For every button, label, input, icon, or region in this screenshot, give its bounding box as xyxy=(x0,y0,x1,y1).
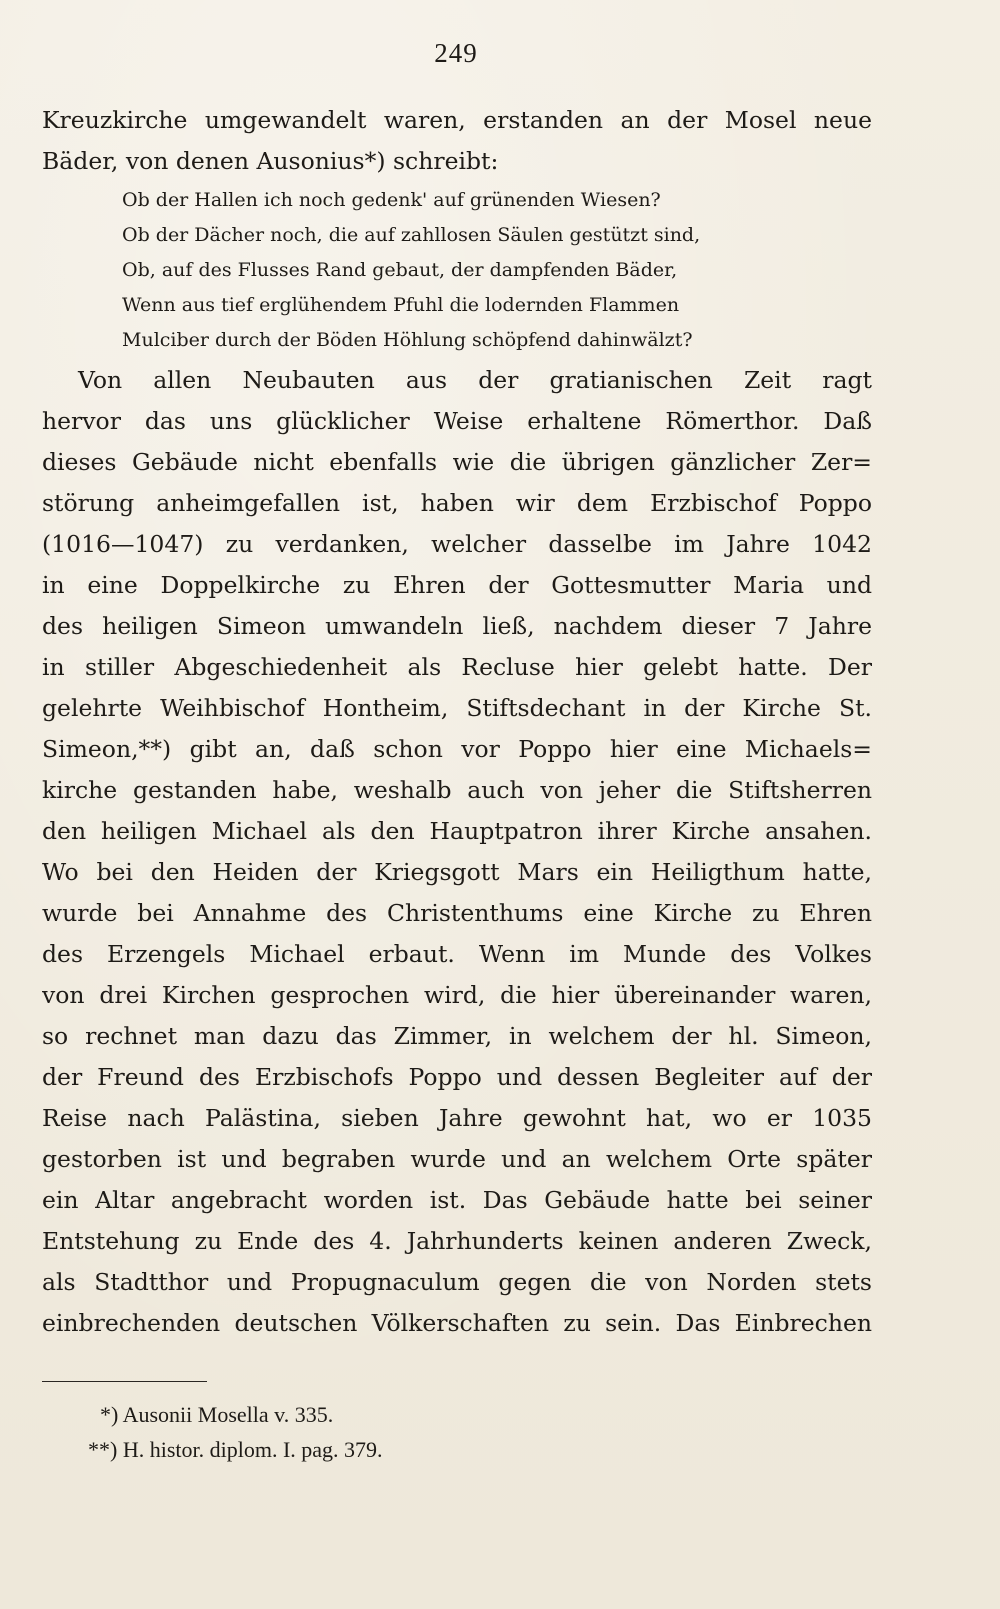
text-line: gelehrte Weihbischof Hontheim, Stiftsdechant in der Kirche St. xyxy=(42,694,872,722)
verse-line: Ob der Dächer noch, die auf zahllosen Säulen gestützt sind, xyxy=(122,224,701,246)
main-text xyxy=(42,100,872,1344)
footnote-divider xyxy=(42,1381,207,1382)
text-line: der Freund des Erzbischofs Poppo und dessen Begleiter auf der xyxy=(42,1063,872,1091)
text-line: hervor das uns glücklicher Weise erhaltene Römerthor. Daß xyxy=(42,407,872,435)
verse-line: Mulciber durch der Böden Höhlung schöpfend dahinwälzt? xyxy=(122,329,693,351)
text-line: Bäder, von denen Ausonius*) schreibt: xyxy=(42,147,499,175)
text-line: des heiligen Simeon umwandeln ließ, nachdem dieser 7 Jahre xyxy=(42,612,872,640)
text-line: Wo bei den Heiden der Kriegsgott Mars ein Heiligthum hatte, xyxy=(42,858,872,886)
text-line: gestorben ist und begraben wurde und an welchem Orte später xyxy=(42,1145,872,1173)
text-line: dieses Gebäude nicht ebenfalls wie die übrigen gänzlicher Zer= xyxy=(42,448,872,476)
text-line: Simeon,**) gibt an, daß schon vor Poppo hier eine Michaels= xyxy=(42,735,872,763)
text-line: Entstehung zu Ende des 4. Jahrhunderts keinen anderen Zweck, xyxy=(42,1227,872,1255)
footnotes xyxy=(88,1397,383,1467)
text-line: Kreuzkirche umgewandelt waren, erstanden an der Mosel neue xyxy=(42,106,872,134)
text-line: so rechnet man dazu das Zimmer, in welchem der hl. Simeon, xyxy=(42,1022,872,1050)
text-line: kirche gestanden habe, weshalb auch von jeher die Stiftsherren xyxy=(42,776,872,804)
text-line: ein Altar angebracht worden ist. Das Gebäude hatte bei seiner xyxy=(42,1186,872,1214)
text-line: einbrechenden deutschen Völkerschaften zu sein. Das Einbrechen xyxy=(42,1309,872,1337)
footnote: *) Ausonii Mosella v. 335. xyxy=(100,1402,334,1427)
text-line: wurde bei Annahme des Christenthums eine Kirche zu Ehren xyxy=(42,899,872,927)
verse-line: Ob, auf des Flusses Rand gebaut, der dampfenden Bäder, xyxy=(122,259,678,281)
text-line: den heiligen Michael als den Hauptpatron ihrer Kirche ansahen. xyxy=(42,817,872,845)
text-line: in eine Doppelkirche zu Ehren der Gottesmutter Maria und xyxy=(42,571,872,599)
page-number: 249 xyxy=(434,38,478,68)
text-line: von drei Kirchen gesprochen wird, die hier übereinander waren, xyxy=(42,981,872,1009)
text-line: als Stadtthor und Propugnaculum gegen die von Norden stets xyxy=(42,1268,872,1296)
verse-quotation xyxy=(122,182,832,360)
text-line: Reise nach Palästina, sieben Jahre gewohnt hat, wo er 1035 xyxy=(42,1104,872,1132)
text-line: störung anheimgefallen ist, haben wir dem Erzbischof Poppo xyxy=(42,489,872,517)
text-line: (1016—1047) zu verdanken, welcher dasselbe im Jahre 1042 xyxy=(42,530,872,558)
footnote: **) H. histor. diplom. I. pag. 379. xyxy=(88,1437,383,1462)
text-line: in stiller Abgeschiedenheit als Recluse hier gelebt hatte. Der xyxy=(42,653,872,681)
verse-line: Ob der Hallen ich noch gedenk' auf grünenden Wiesen? xyxy=(122,189,661,211)
text-line: Von allen Neubauten aus der gratianischen Zeit ragt xyxy=(78,366,872,394)
text-line: des Erzengels Michael erbaut. Wenn im Munde des Volkes xyxy=(42,940,872,968)
verse-line: Wenn aus tief erglühendem Pfuhl die lodernden Flammen xyxy=(122,294,680,316)
